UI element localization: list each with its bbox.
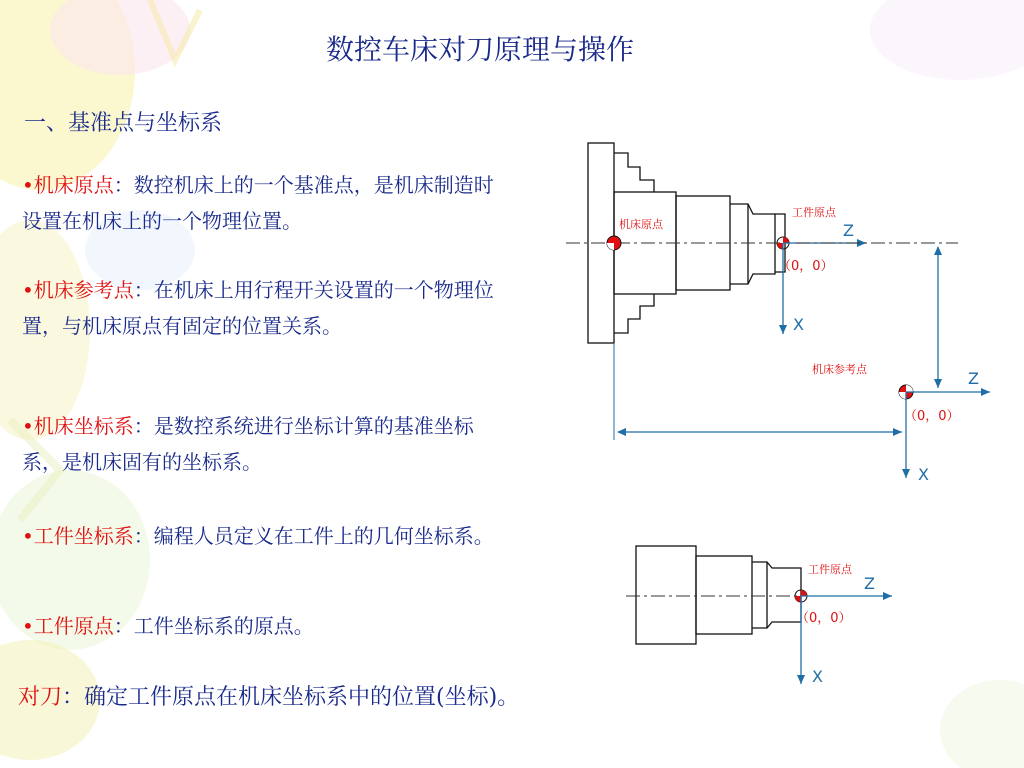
- note-term: 对刀: [18, 685, 63, 710]
- x-axis-label: X: [793, 315, 804, 334]
- machine-origin-label: 机床原点: [619, 218, 663, 231]
- desc-machine-coordinate-system: ：是数控系统进行坐标计算的基准坐标系，是机床固有的坐标系。: [22, 414, 474, 474]
- ref-origin-coordinate: （0，0）: [904, 409, 960, 424]
- definition-machine-origin: [22, 167, 512, 239]
- z-axis-label: Z: [843, 221, 854, 240]
- note-desc: ：确定工件原点在机床坐标系中的位置(坐标)。: [62, 685, 520, 710]
- term-reference-point: 机床参考点: [33, 278, 134, 302]
- ref-z-axis-label: Z: [968, 369, 979, 388]
- desc-workpiece-origin: ：工件坐标系的原点。: [113, 614, 314, 638]
- definition-reference-point: [22, 272, 512, 344]
- origin-coordinate: （0，0）: [778, 259, 834, 274]
- desc-machine-origin: ：数控机床上的一个基准点，是机床制造时设置在机床上的一个物理位置。: [22, 173, 494, 233]
- bullet: •: [22, 614, 34, 638]
- page-title: 数控车床对刀原理与操作: [325, 33, 634, 66]
- machine-origin-marker: [607, 236, 621, 250]
- bullet: •: [22, 414, 34, 438]
- term-machine-origin: 机床原点: [33, 173, 114, 197]
- workpiece-origin-label: 工件原点: [792, 206, 836, 219]
- x-axis-label-2: X: [812, 667, 823, 686]
- workpiece-origin-label-2: 工件原点: [808, 563, 852, 576]
- definition-workpiece-coordinate-system: [22, 522, 532, 550]
- term-workpiece-origin: 工件原点: [33, 614, 114, 638]
- origin-coordinate-2: （0，0）: [796, 611, 852, 626]
- desc-workpiece-coordinate-system: ：编程人员定义在工件上的几何坐标系。: [133, 524, 494, 548]
- ref-x-axis-label: X: [918, 465, 929, 484]
- term-machine-coordinate-system: 机床坐标系: [33, 414, 134, 438]
- desc-reference-point: ：在机床上用行程开关设置的一个物理位置，与机床原点有固定的位置关系。: [22, 278, 494, 338]
- bullet: •: [22, 173, 34, 197]
- bullet: •: [22, 278, 34, 302]
- bullet: •: [22, 524, 34, 548]
- term-workpiece-coordinate-system: 工件坐标系: [33, 524, 134, 548]
- z-axis-label-2: Z: [864, 574, 875, 593]
- definition-workpiece-origin: [22, 608, 532, 644]
- tool-setting-note: [18, 680, 519, 711]
- reference-point-label: 机床参考点: [812, 363, 867, 376]
- section-heading: 一、基准点与坐标系: [24, 111, 223, 136]
- workpiece-shape: [636, 546, 801, 644]
- definition-machine-coordinate-system: [22, 408, 512, 480]
